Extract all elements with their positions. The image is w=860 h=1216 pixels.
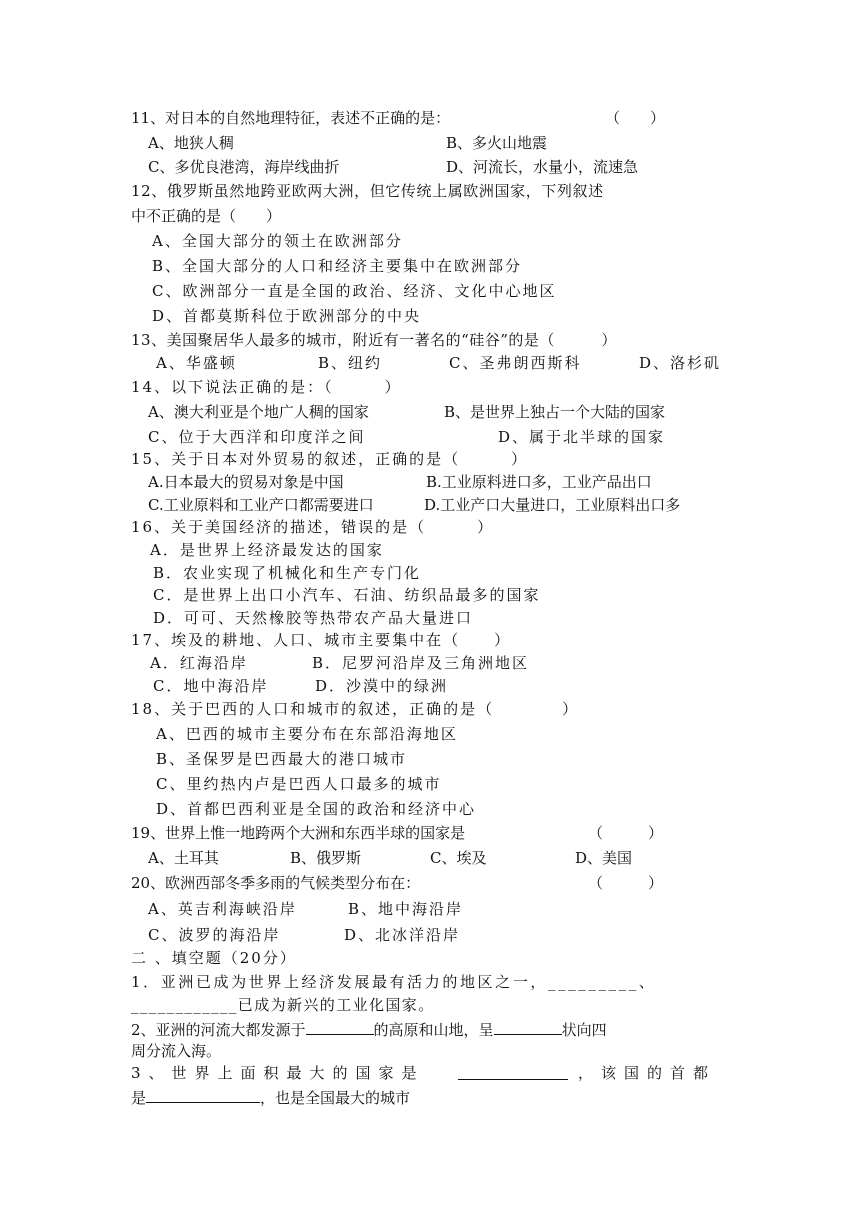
- q13-stem: 13、美国聚居华人最多的城市，附近有一著名的“硅谷”的是（ ）: [131, 331, 617, 349]
- section-2-heading: 二 、填空题（20分）: [131, 949, 297, 967]
- q18-option-b: B、圣保罗是巴西最大的港口城市: [156, 750, 408, 768]
- q19-option-d: D、美国: [575, 849, 633, 867]
- q16-option-c: C．是世界上出口小汽车、石油、纺织品最多的国家: [153, 586, 541, 604]
- q11-answer-paren: （ ）: [605, 109, 666, 127]
- q12-stem-line2: 中不正确的是（ ）: [131, 207, 282, 225]
- q11-option-b: B、多火山地震: [446, 134, 548, 152]
- q14-stem: 14、以下说法正确的是：（ ）: [131, 378, 402, 396]
- fill-1-line2: ____________已成为新兴的工业化国家。: [131, 996, 435, 1014]
- fill-3-blank-2[interactable]: [146, 1086, 260, 1103]
- q16-option-d: D．可可、天然橡胶等热带农产品大量进口: [153, 609, 474, 627]
- fill-3-text-3: 是: [131, 1089, 147, 1107]
- q20-stem: 20、欧洲西部冬季多雨的气候类型分布在：: [131, 874, 421, 892]
- q19-stem: 19、世界上惟一地跨两个大洲和东西半球的国家是: [131, 824, 466, 842]
- fill-3-blank-1-wrap: [458, 1063, 568, 1085]
- fill-3-blank-1[interactable]: [458, 1063, 568, 1080]
- q14-option-d: D、属于北半球的国家: [498, 428, 666, 446]
- fill-3-text-1: 3、世界上面积最大的国家是: [131, 1064, 425, 1082]
- q11-option-c: C、多优良港湾，海岸线曲折: [148, 158, 340, 176]
- q18-option-c: C、里约热内卢是巴西人口最多的城市: [156, 775, 442, 793]
- q19-option-a: A、土耳其: [148, 849, 219, 867]
- q16-option-b: B．农业实现了机械化和生产专门化: [153, 564, 422, 582]
- q12-option-d: D、首都莫斯科位于欧洲部分的中央: [152, 307, 422, 325]
- q16-option-a: A．是世界上经济最发达的国家: [150, 541, 384, 559]
- q14-option-b: B、是世界上独占一个大陆的国家: [444, 403, 666, 421]
- q15-option-c: C.工业原料和工业产口都需要进口: [148, 496, 374, 514]
- fill-2-line2: 周分流入海。: [131, 1042, 222, 1060]
- q17-option-c: C．地中海沿岸: [153, 677, 269, 695]
- q13-option-c: C、圣弗朗西斯科: [449, 354, 582, 372]
- q14-option-a: A、澳大利亚是个地广人稠的国家: [148, 403, 369, 421]
- q14-option-c: C、位于大西洋和印度洋之间: [148, 428, 366, 446]
- q20-option-b: B、地中海沿岸: [348, 900, 464, 918]
- fill-2-text-2: 的高原和山地，呈: [373, 1021, 494, 1039]
- q17-option-d: D．沙漠中的绿洲: [315, 677, 449, 695]
- q19-option-c: C、埃及: [430, 849, 487, 867]
- fill-2-text-3: 状向四: [561, 1021, 607, 1039]
- q16-stem: 16、关于美国经济的描述，错误的是（ ）: [131, 518, 495, 536]
- q19-option-b: B、俄罗斯: [290, 849, 362, 867]
- q12-stem-line1: 12、俄罗斯虽然地跨亚欧两大洲，但它传统上属欧洲国家，下列叙述: [131, 182, 604, 200]
- q13-option-b: B、纽约: [318, 354, 383, 372]
- q12-option-c: C、欧洲部分一直是全国的政治、经济、文化中心地区: [152, 282, 557, 300]
- q11-stem: 11、对日本的自然地理特征，表述不正确的是：: [131, 109, 451, 127]
- q18-option-a: A、巴西的城市主要分布在东部沿海地区: [156, 725, 458, 743]
- q15-option-d: D.工业产口大量进口，工业原料出口多: [424, 496, 681, 514]
- q18-stem: 18、关于巴西的人口和城市的叙述，正确的是（ ）: [131, 700, 580, 718]
- q20-option-d: D、北冰洋沿岸: [344, 926, 461, 944]
- fill-2-text-1: 2、亚洲的河流大都发源于: [131, 1021, 306, 1039]
- fill-2-blank-1[interactable]: [306, 1018, 374, 1035]
- q17-stem: 17、埃及的耕地、人口、城市主要集中在（ ）: [131, 631, 512, 649]
- fill-3-text-4: ，也是全国最大的城市: [260, 1089, 411, 1107]
- q19-answer-paren: （ ）: [588, 824, 664, 842]
- q13-option-a: A、华盛顿: [156, 354, 237, 372]
- q18-option-d: D、首都巴西利亚是全国的政治和经济中心: [156, 800, 477, 818]
- q15-option-b: B.工业原料进口多，工业产品出口: [426, 473, 652, 491]
- q20-option-a: A、英吉利海峡沿岸: [148, 900, 297, 918]
- fill-2-blank-2[interactable]: [494, 1018, 562, 1035]
- q12-option-b: B、全国大部分的人口和经济主要集中在欧洲部分: [152, 257, 523, 275]
- q15-stem: 15、关于日本对外贸易的叙述，正确的是（ ）: [131, 450, 529, 468]
- q20-answer-paren: （ ）: [588, 874, 664, 892]
- fill-1-line1: 1．亚洲已成为世界上经济发展最有活力的地区之一，_________、: [131, 973, 657, 991]
- q11-option-d: D、河流长，水量小，流速急: [446, 158, 639, 176]
- fill-3-text-2: ，该国的首都: [578, 1064, 717, 1082]
- fill-2-line1: [131, 1018, 607, 1040]
- q12-option-a: A、全国大部分的领土在欧洲部分: [152, 232, 403, 250]
- q20-option-c: C、波罗的海沿岸: [148, 926, 281, 944]
- q11-option-a: A、地狭人稠: [148, 134, 234, 152]
- q17-option-a: A．红海沿岸: [150, 654, 248, 672]
- fill-3-line2: [131, 1086, 410, 1108]
- q17-option-b: B．尼罗河沿岸及三角洲地区: [312, 654, 530, 672]
- q15-option-a: A.日本最大的贸易对象是中国: [148, 473, 344, 491]
- q13-option-d: D、洛杉矶: [639, 354, 722, 372]
